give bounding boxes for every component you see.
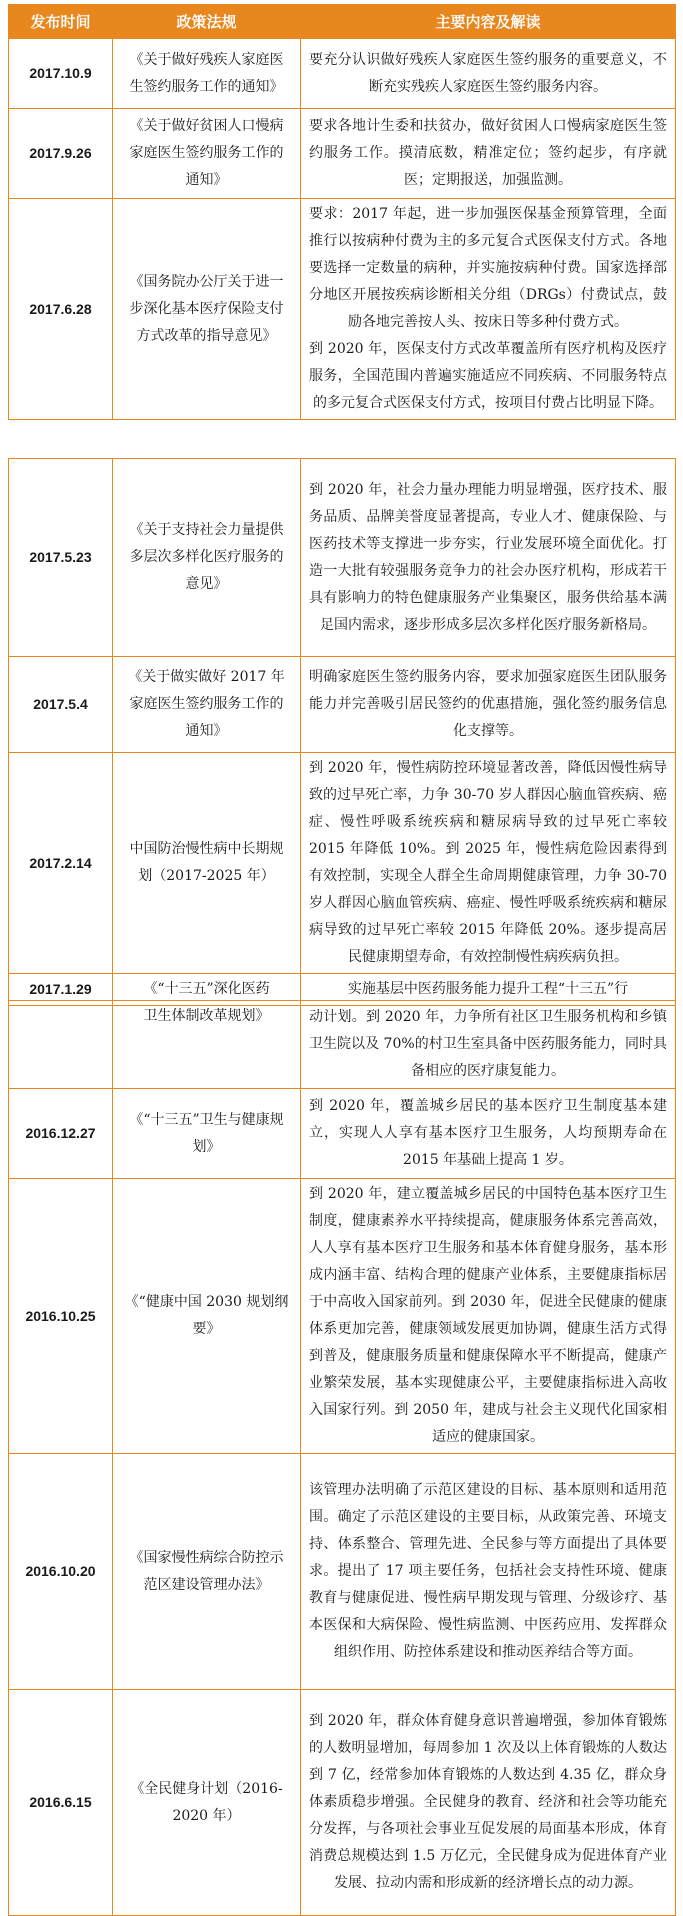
table-row — [9, 109, 676, 199]
table-row — [9, 459, 676, 657]
row-policy: 《“十三五”卫生与健康规划》 — [113, 1089, 301, 1179]
row-content: 到 2020 年，建立覆盖城乡居民的中国特色基本医疗卫生制度，健康素养水平持续提高，健康服务体系完善高效，人人享有基本医疗卫生服务和基本体育健身服务，基本形成内涵丰富、结构合理的健康产业体系，主要健康指标居于中高收入国家前列。到 2030 年，促进全民健康的健康体系更加完善，健康领域发展更加协调，健康生活方式得到普及，健康服务质量和健康保障水平不断提高，健康产业繁荣发展，基本实现健康公平，主要健康指标进入高收入国家行列。到 2050 年，建成与社会主义现代化国家相适应的健康国家。 — [301, 1179, 676, 1454]
header-date: 发布时间 — [9, 5, 113, 39]
table-row — [9, 657, 676, 753]
row-date: 2017.10.9 — [9, 39, 113, 109]
row-policy: 《国家慢性病综合防控示范区建设管理办法》 — [113, 1454, 301, 1690]
row-content: 要充分认识做好残疾人家庭医生签约服务的重要意义，不断充实残疾人家庭医生签约服务内容。 — [301, 39, 676, 109]
row-policy: 卫生体制改革规划》 — [113, 1001, 301, 1089]
row-date — [9, 1001, 113, 1089]
row-content: 到 2020 年，慢性病防控环境显著改善，降低因慢性病导致的过早死亡率，力争 30-70 岁人群因心脑血管疾病、癌症、慢性呼吸系统疾病和糖尿病导致的过早死亡率较 2015 年降低 10%。到 2025 年，慢性病危险因素得到有效控制，实现全人群全生命周期健康管理，力争 30-70 岁人群因心脑血管疾病、癌症、慢性呼吸系统疾病和糖尿病导致的过早死亡率较 2015 年降低 20%。逐步提高居民健康期望寿命，有效控制慢性病疾病负担。 — [301, 753, 676, 974]
row-content: 明确家庭医生签约服务内容，要求加强家庭医生团队服务能力并完善吸引居民签约的优惠措施，强化签约服务信息化支撑等。 — [301, 657, 676, 753]
row-content: 到 2020 年，群众体育健身意识普遍增强，参加体育锻炼的人数明显增加，每周参加 1 次及以上体育锻炼的人数达到 7 亿，经常参加体育锻炼的人数达到 4.35 亿，群众身体素质稳步增强。全民健身的教育、经济和社会等功能充分发挥，与各项社会事业互促发展的局面基本形成，体育消费总规模达到 1.5 万亿元，全民健身成为促进体育产业发展、拉动内需和形成新的经济增长点的动力源。 — [301, 1690, 676, 1916]
policy-table-bottom — [8, 1000, 675, 1916]
row-content: 实施基层中医药服务能力提升工程“十三五”行 — [301, 974, 676, 1006]
table-row — [9, 1454, 676, 1690]
table-row — [9, 1690, 676, 1916]
row-content-part1: 要求：2017 年起，进一步加强医保基金预算管理，全面推行以按病种付费为主的多元复合式医保支付方式。各地要选择一定数量的病种，并实施按病种付费。国家选择部分地区开展按疾病诊断相关分组（DRGs）付费试点，鼓励各地完善按人头、按床日等多种付费方式。 — [309, 206, 667, 330]
table-row — [9, 753, 676, 974]
row-policy: 《国务院办公厅关于进一步深化基本医疗保险支付方式改革的指导意见》 — [113, 199, 301, 420]
table-row — [9, 1089, 676, 1179]
row-date: 2017.6.28 — [9, 199, 113, 420]
row-policy: 中国防治慢性病中长期规划（2017-2025 年） — [113, 753, 301, 974]
row-content: 到 2020 年，社会力量办理能力明显增强，医疗技术、服务品质、品牌美誉度显著提高，专业人才、健康保险、与医药技术等支撑进一步夯实，行业发展环境全面优化。打造一大批有较强服务竞争力的社会办医疗机构，形成若干具有影响力的特色健康服务产业集聚区，服务供给基本满足国内需求，逐步形成多层次多样化医疗服务新格局。 — [301, 459, 676, 657]
table-row — [9, 1179, 676, 1454]
row-policy: 《关于做好残疾人家庭医生签约服务工作的通知》 — [113, 39, 301, 109]
row-content: 要求各地计生委和扶贫办，做好贫困人口慢病家庭医生签约服务工作。摸清底数，精准定位；签约起步，有序就医；定期报送，加强监测。 — [301, 109, 676, 199]
policy-table-top — [8, 4, 675, 420]
row-content: 到 2020 年，覆盖城乡居民的基本医疗卫生制度基本建立，实现人人享有基本医疗卫生服务，人均预期寿命在 2015 年基础上提高 1 岁。 — [301, 1089, 676, 1179]
row-date: 2017.2.14 — [9, 753, 113, 974]
row-date: 2017.5.23 — [9, 459, 113, 657]
header-content: 主要内容及解读 — [301, 5, 676, 39]
row-date: 2016.6.15 — [9, 1690, 113, 1916]
row-content: 动计划。到 2020 年，力争所有社区卫生服务机构和乡镇卫生院以及 70%的村卫生室具备中医药服务能力，同时具备相应的医疗康复能力。 — [301, 1001, 676, 1089]
row-date: 2017.9.26 — [9, 109, 113, 199]
row-policy: 《关于做实做好 2017 年家庭医生签约服务工作的通知》 — [113, 657, 301, 753]
row-content — [301, 199, 676, 420]
row-date: 2016.10.20 — [9, 1454, 113, 1690]
row-content: 该管理办法明确了示范区建设的目标、基本原则和适用范围。确定了示范区建设的主要目标，从政策完善、环境支持、体系整合、管理先进、全民参与等方面提出了具体要求。提出了 17 项主要任务，包括社会支持性环境、健康教育与健康促进、慢性病早期发现与管理、分级诊疗、基本医保和大病保险、慢性病监测、中医药应用、发挥群众组织作用、防控体系建设和推动医养结合等方面。 — [301, 1454, 676, 1690]
header-policy: 政策法规 — [113, 5, 301, 39]
table-row — [9, 1001, 676, 1089]
row-policy: 《全民健身计划（2016-2020 年） — [113, 1690, 301, 1916]
table-row — [9, 199, 676, 420]
table-header-row — [9, 5, 676, 39]
row-date: 2017.5.4 — [9, 657, 113, 753]
row-content-part2: 到 2020 年，医保支付方式改革覆盖所有医疗机构及医疗服务，全国范围内普遍实施适应不同疾病、不同服务特点的多元复合式医保支付方式，按项目付费占比明显下降。 — [309, 341, 667, 411]
policy-table-middle — [8, 458, 675, 1006]
row-policy: 《关于支持社会力量提供多层次多样化医疗服务的意见》 — [113, 459, 301, 657]
row-date: 2017.1.29 — [9, 974, 113, 1006]
row-policy: 《“十三五”深化医药 — [113, 974, 301, 1006]
table-row — [9, 39, 676, 109]
row-policy: 《“健康中国 2030 规划纲要》 — [113, 1179, 301, 1454]
row-date: 2016.10.25 — [9, 1179, 113, 1454]
row-date: 2016.12.27 — [9, 1089, 113, 1179]
row-policy: 《关于做好贫困人口慢病家庭医生签约服务工作的通知》 — [113, 109, 301, 199]
